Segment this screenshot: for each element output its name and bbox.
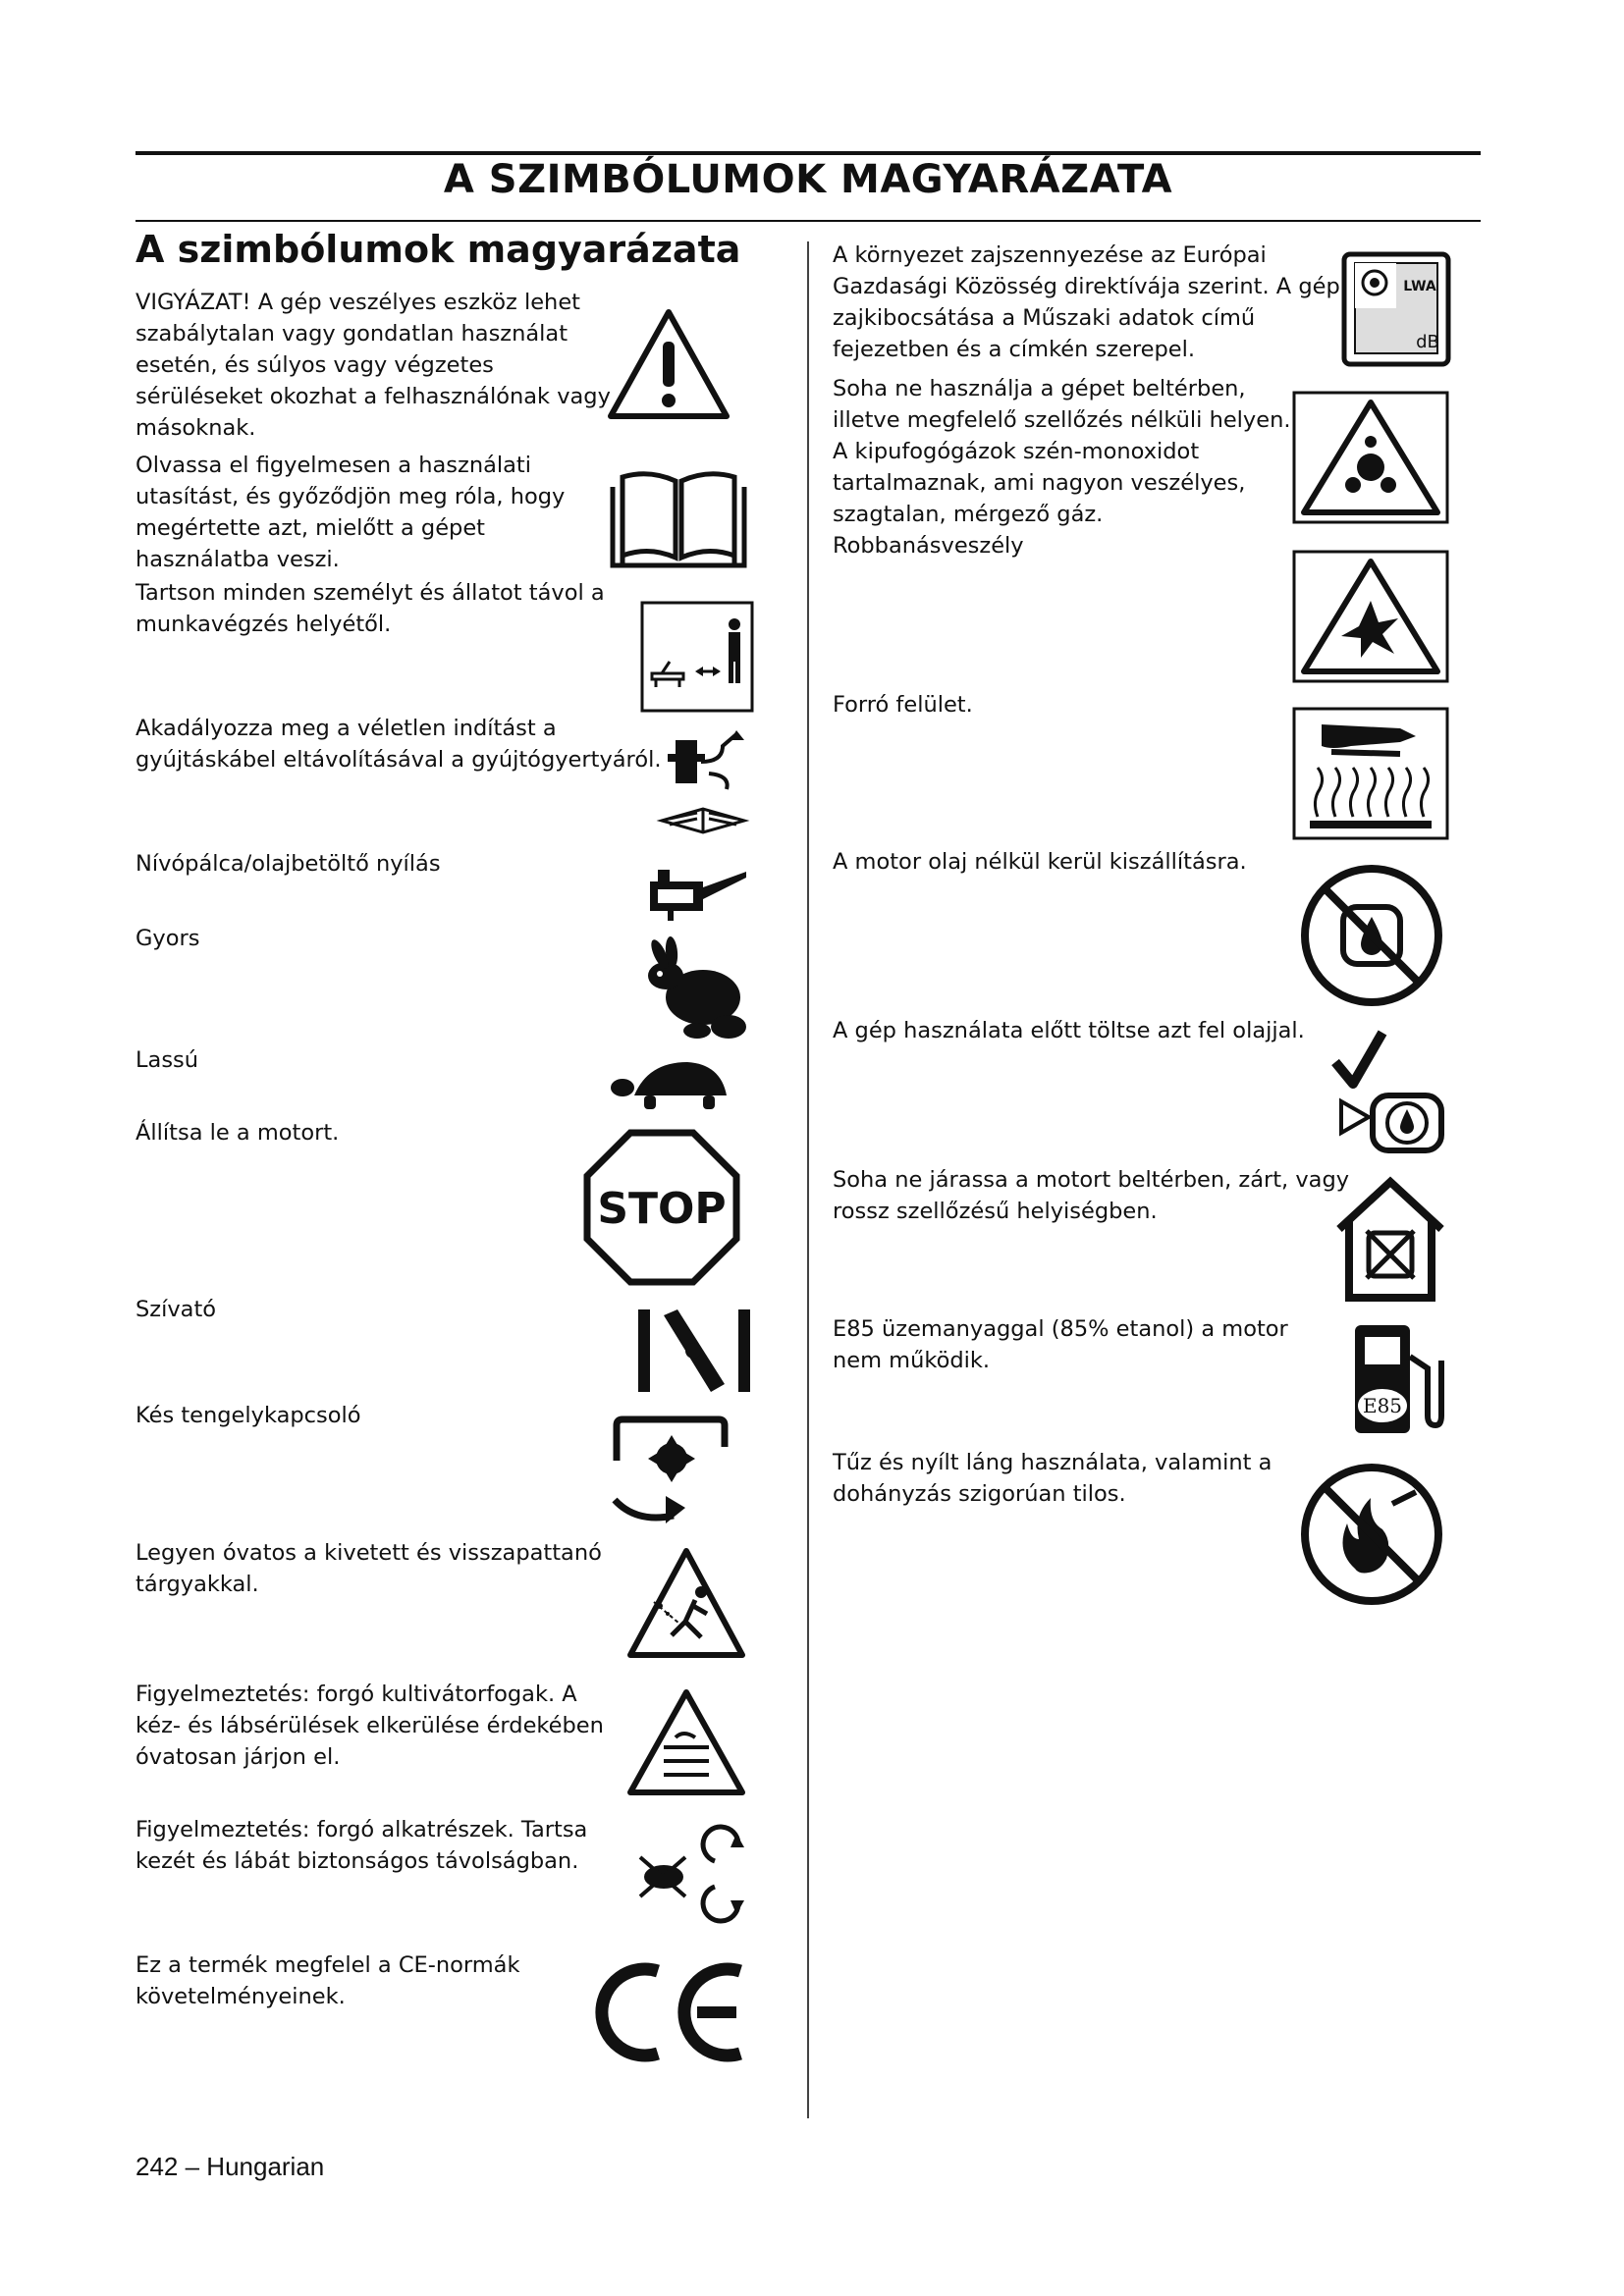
no-oil-icon [1298,862,1445,1009]
thrown-objects-icon [624,1545,748,1663]
turtle-icon [609,1056,736,1115]
oil-can-icon [644,862,752,923]
rotating-parts-icon [630,1814,750,1934]
symbol-text-distance: Tartson minden személyt és állatot távol a munkavégzés helyétől. [135,580,605,637]
choke-icon [634,1306,754,1396]
symbol-text-fill-oil: A gép használata előtt töltse azt fel olajjal. [833,1018,1305,1043]
e85-label: E85 [1362,1394,1403,1417]
ce-mark-icon [593,1957,750,2067]
symbol-text-noise: A környezet zajszennyezése az Európai Gazdasági Közösség direktívája szerint. A gép zajkibocsátása a Műszaki adatok című fejezetben és a címkén szerepel. [833,242,1340,362]
symbol-text-fast: Gyors [135,926,200,951]
hot-surface-icon [1292,707,1449,840]
page-header-title: A SZIMBÓLUMOK MAGYARÁZATA [443,157,1173,202]
symbol-text-spark-plug: Akadályozza meg a véletlen indítást a gyújtáskábel eltávolításával a gyújtógyertyáról. [135,716,662,773]
symbol-text-warning: VIGYÁZAT! A gép veszélyes eszköz lehet szabálytalan vagy gondatlan használat esetén, és súlyos vagy végzetes sérüléseket okozhat a felhasználónak vagy másoknak. [135,290,611,441]
keep-distance-icon [640,601,754,713]
header-bottom-rule [135,220,1481,222]
symbol-text-oil: Nívópálca/olajbetöltő nyílás [135,851,441,877]
symbol-text-no-oil: A motor olaj nélkül kerül kiszállításra. [833,849,1247,875]
rotating-tines-icon [624,1686,748,1798]
toxic-fumes-icon [1292,391,1449,524]
warning-triangle-icon [605,306,732,422]
svg-text:STOP: STOP [597,1184,727,1234]
symbol-text-no-indoor: Soha ne járassa a motort beltérben, zárt, vagy rossz szellőzésű helyiségben. [833,1167,1350,1224]
noise-db-label: dB [1416,332,1439,352]
symbol-text-thrown: Legyen óvatos a kivetett és visszapattanó tárgyakkal. [135,1540,602,1597]
open-book-icon [605,467,752,573]
symbol-text-fire: Tűz és nyílt láng használata, valamint a dohányzás szigorúan tilos. [833,1450,1272,1507]
no-e85-icon [1351,1321,1445,1437]
symbol-text-tines: Figyelmeztetés: forgó kultivátorfogak. A kéz- és lábsérülések elkerülése érdekében óvatosan járjon el. [135,1682,604,1770]
rabbit-icon [638,936,752,1044]
symbol-text-rotating: Figyelmeztetés: forgó alkatrészek. Tartsa kezét és lábát biztonságos távolságban. [135,1817,588,1874]
column-divider [807,241,809,2118]
explosion-icon [1292,550,1449,683]
symbol-text-explosion: Robbanásveszély [833,533,1024,559]
section-title: A szimbólumok magyarázata [135,228,741,271]
symbol-text-stop: Állítsa le a motort. [135,1120,340,1146]
blade-clutch-icon [607,1414,734,1533]
header-top-rule [135,151,1481,155]
page-footer: 242 – Hungarian [135,2152,325,2181]
noise-level-icon [1341,251,1451,367]
symbol-text-ce: Ez a termék megfelel a CE-normák követelményeinek. [135,1952,520,2009]
symbol-text-clutch: Kés tengelykapcsoló [135,1403,361,1428]
spark-plug-disconnect-icon [654,726,752,846]
noise-lwa-label: LWA [1403,279,1436,294]
symbol-text-manual: Olvassa el figyelmesen a használati utasítást, és győződjön meg róla, hogy megértette azt, mielőtt a gépet használatba veszi. [135,453,566,572]
no-indoor-icon [1331,1176,1449,1306]
stop-sign-icon [583,1129,740,1286]
symbol-text-hot: Forró felület. [833,692,973,718]
no-fire-icon [1298,1461,1445,1608]
symbol-text-slow: Lassú [135,1047,199,1073]
symbol-text-e85: E85 üzemanyaggal (85% etanol) a motor nem működik. [833,1316,1288,1373]
symbol-text-choke: Szívató [135,1297,217,1322]
fill-oil-icon [1331,1027,1449,1154]
symbol-text-fumes: Soha ne használja a gépet beltérben, illetve megfelelő szellőzés nélküli helyen. A kipufogógázok szén-monoxidot tartalmaznak, ami nagyon veszélyes, szagtalan, mérgező gáz. [833,376,1291,527]
